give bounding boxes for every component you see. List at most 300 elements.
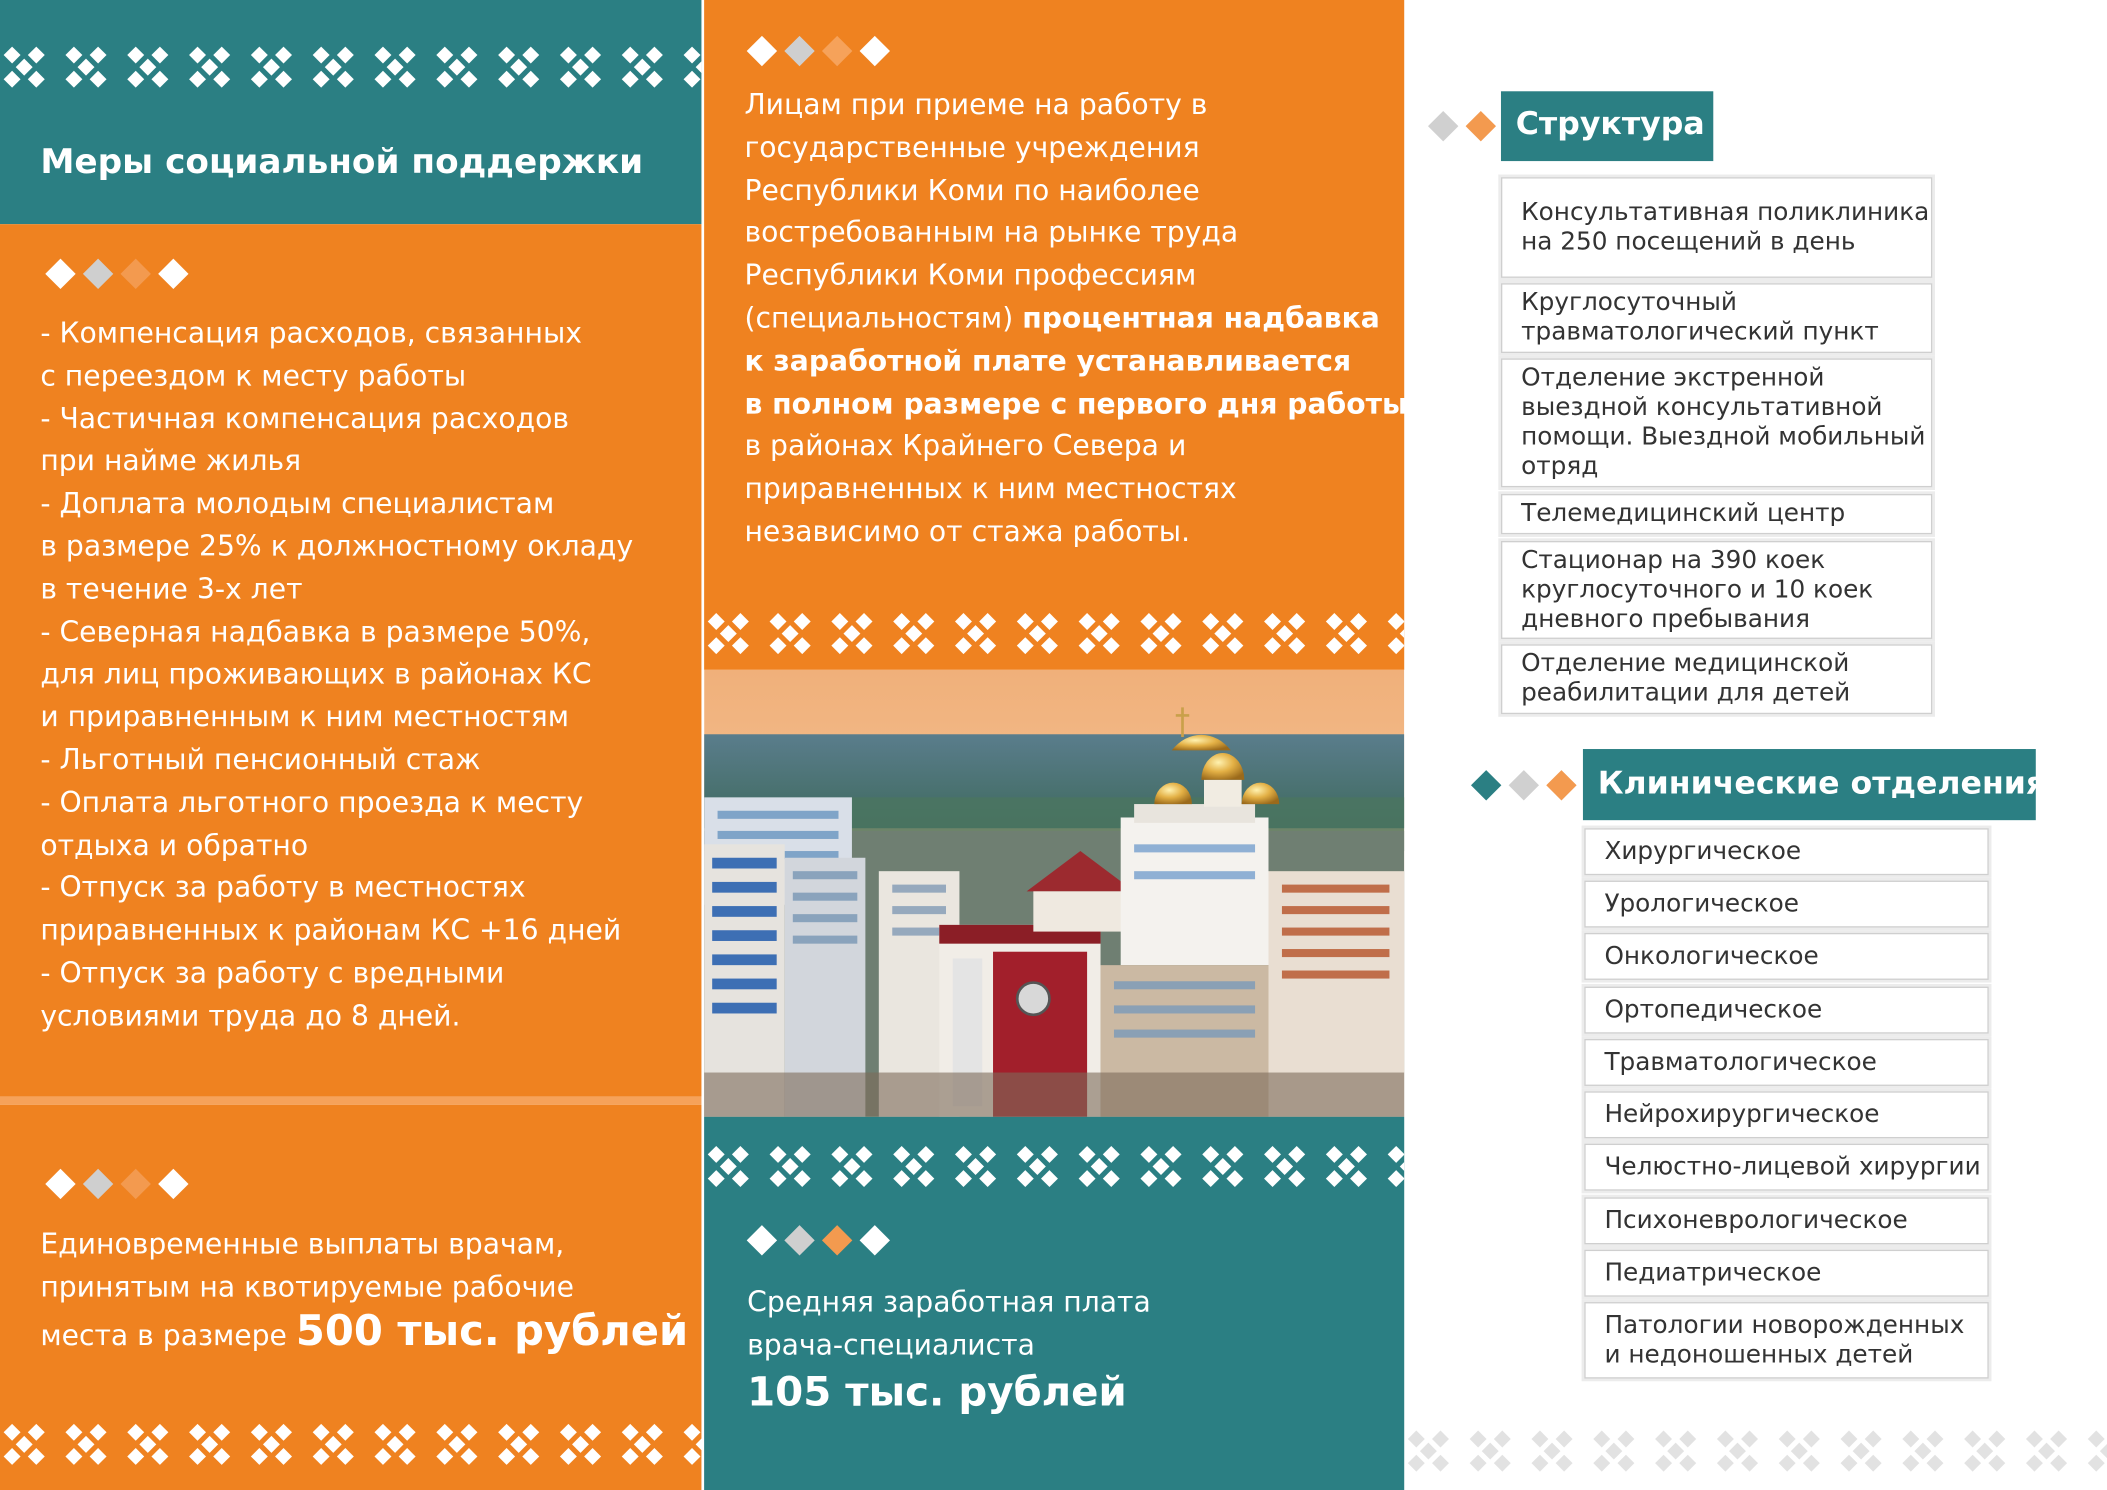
intro-line: Республики Коми профессиям [744,259,1197,292]
ornament-diamond [1338,625,1355,642]
ornament-diamond [1041,613,1058,630]
measure-line: с переездом к месту работы [40,359,467,392]
ornament-diamond [461,1424,478,1441]
ornament-diamond [1350,1170,1367,1187]
measure-line: условиями труда до 8 дней. [40,999,461,1032]
ornament-diamond [708,1170,725,1187]
clinical-item-label: Хирургическое [1604,836,1802,866]
ornament-diamond [201,59,218,76]
ornament-diamond [831,613,848,630]
ornament-diamond [1617,1455,1634,1472]
ornament-diamond [1079,637,1096,654]
ornament-diamond [720,625,737,642]
diamond-icon [1546,770,1576,800]
intro-line: в районах Крайнего Севера и [744,430,1187,463]
ornament-diamond [399,1424,416,1441]
ornament-diamond [16,1436,33,1453]
ornament-diamond [634,59,651,76]
measure-line: - Северная надбавка в размере 50%, [40,615,591,648]
ornament-diamond [1976,1443,1993,1460]
ornament-diamond [1841,1455,1858,1472]
ornament-diamond [770,613,787,630]
ornament-diamond [1902,1431,1919,1448]
structure-item-label: Телемедицинский центр [1521,499,1846,528]
intro-line: Лицам при приеме на работу в [744,88,1208,121]
ornament-diamond [213,1448,230,1465]
ornament-diamond [213,47,230,64]
ornament-diamond [1717,1455,1734,1472]
ornament-diamond [684,1448,701,1465]
ornament-diamond [893,1146,910,1163]
ornament-diamond [1226,1170,1243,1187]
ornament-diamond [275,1424,292,1441]
clinical-item-label: Онкологическое [1604,941,1819,970]
ornament-diamond [522,71,539,88]
measure-line: в размере 25% к должностному окладу [40,530,634,563]
ornament-diamond [1276,1158,1293,1175]
average-salary-text [747,1282,1365,1367]
ornament-diamond [905,625,922,642]
ornament-diamond [213,71,230,88]
ornament-diamond [955,1146,972,1163]
ornament-diamond [622,1424,639,1441]
ornament-diamond [1140,613,1157,630]
structure-item [1501,494,1932,534]
ornament-diamond [90,71,107,88]
ornament-diamond [1902,1455,1919,1472]
ornament-diamond [251,1424,268,1441]
ornament-diamond [151,47,168,64]
clinical-item-label: Педиатрическое [1604,1258,1822,1287]
ornament-diamond [213,1424,230,1441]
ornament-diamond [436,71,453,88]
clinical-item-label: Психоневрологическое [1604,1206,1908,1235]
ornament-diamond [151,71,168,88]
ornament-diamond [1593,1455,1610,1472]
ornament-diamond [1865,1431,1882,1448]
left-bottom-ornament [0,1409,701,1490]
ornament-diamond [572,1436,589,1453]
ornament-diamond [955,637,972,654]
ornament-diamond [1400,1158,1404,1175]
ornament-diamond [1140,637,1157,654]
ornament-diamond [251,71,268,88]
ornament-diamond [461,1448,478,1465]
ornament-diamond [1717,1431,1734,1448]
ornament-diamond [794,1146,811,1163]
ornament-diamond [1165,1170,1182,1187]
ornament-diamond [856,613,873,630]
ornament-diamond [1202,1170,1219,1187]
ornament-diamond [708,613,725,630]
ornament-diamond [1470,1431,1487,1448]
ornament-diamond [1400,625,1404,642]
ornament-diamond [399,71,416,88]
right-bottom-ornament [1404,1416,2107,1490]
ornament-diamond [263,1436,280,1453]
ornament-diamond [634,1436,651,1453]
structure-item-label: Отделение экстренной выездной консультативной помощи. Выездной мобильный отряд [1521,363,1926,481]
ornament-diamond [1350,1146,1367,1163]
intro-line: приравненных к ним местностях [744,472,1237,505]
left-header-band [0,0,701,224]
ornament-diamond [127,1448,144,1465]
ornament-diamond [1226,1146,1243,1163]
ornament-diamond [65,47,82,64]
ornament-diamond [1338,1158,1355,1175]
ornament-diamond [448,1436,465,1453]
ornament-diamond [375,47,392,64]
payment-line: места в размере [40,1319,287,1352]
ornament-diamond [1264,1170,1281,1187]
salary-line: врача-специалиста [747,1328,1035,1361]
measure-line: в течение 3-х лет [40,572,303,606]
ornament-diamond [979,613,996,630]
ornament-diamond [1140,1170,1157,1187]
measure-line: - Льготный пенсионный стаж [40,743,481,776]
ornament-diamond [127,1424,144,1441]
ornament-diamond [2088,1431,2105,1448]
middle-bottom-ornament [704,1134,1404,1201]
ornament-diamond [1214,1158,1231,1175]
clinical-item [1584,1039,1988,1086]
ornament-diamond [782,625,799,642]
ornament-diamond [28,47,45,64]
ornament-diamond [498,1448,515,1465]
ornament-diamond [1264,1146,1281,1163]
ornament-diamond [1140,1146,1157,1163]
ornament-diamond [263,59,280,76]
ornament-diamond [1264,613,1281,630]
diamond-icon [1428,111,1458,141]
measure-line: при найме жилья [40,444,302,478]
ornament-diamond [646,47,663,64]
ornament-diamond [917,613,934,630]
ornament-diamond [1593,1431,1610,1448]
ornament-diamond [313,1448,330,1465]
ornament-diamond [375,71,392,88]
intro-line: государственные учреждения [744,131,1200,164]
measure-line: - Отпуск за работу в местностях [40,871,526,904]
ornament-diamond [522,47,539,64]
ornament-diamond [708,1146,725,1163]
ornament-diamond [1017,1170,1034,1187]
ornament-diamond [831,1146,848,1163]
measure-line: - Компенсация расходов, связанных [40,316,582,350]
ornament-diamond [1326,1146,1343,1163]
ornament-diamond [955,1170,972,1187]
ornament-diamond [2026,1431,2043,1448]
ornament-diamond [560,1424,577,1441]
ornament-diamond [584,1424,601,1441]
ornament-diamond [1288,1146,1305,1163]
ornament-diamond [1388,1146,1405,1163]
ornament-diamond [28,71,45,88]
ornament-diamond [1350,637,1367,654]
clinical-item [1584,1302,1988,1379]
ornament-diamond [1388,613,1405,630]
measure-line: - Частичная компенсация расходов [40,402,570,435]
ornament-diamond [1556,1455,1573,1472]
intro-highlight: в полном размере с первого дня работы [744,387,1408,420]
clinical-item-label: Травматологическое [1604,1047,1877,1076]
ornament-diamond [2026,1455,2043,1472]
ornament-diamond [584,1448,601,1465]
ornament-diamond [843,1158,860,1175]
ornament-diamond [275,71,292,88]
ornament-diamond [1617,1431,1634,1448]
ornament-diamond [770,1170,787,1187]
ornament-diamond [794,1170,811,1187]
ornament-diamond [1914,1443,1931,1460]
ornament-diamond [732,613,749,630]
average-salary-amount: 105 тыс. рублей [747,1369,1127,1417]
ornament-diamond [584,47,601,64]
ornament-diamond [1432,1455,1449,1472]
ornament-diamond [1079,1146,1096,1163]
structure-title: Структура [1501,91,1713,161]
payment-line: Единовременные выплаты врачам, [40,1228,565,1261]
intro-line: Республики Коми по наиболее [744,173,1200,207]
diamond-icon [1471,770,1501,800]
clinical-item [1584,987,1988,1034]
ornament-diamond [90,47,107,64]
structure-item-label: Стационар на 390 коек круглосуточного и 10 коек дневного пребывания [1521,545,1874,633]
ornament-diamond [65,71,82,88]
ornament-diamond [1326,637,1343,654]
measure-line: для лиц проживающих в районах КС [40,658,592,691]
ornament-diamond [1988,1431,2005,1448]
ornament-diamond [1741,1431,1758,1448]
ornament-diamond [1226,613,1243,630]
ornament-diamond [794,613,811,630]
ornament-diamond [1103,1170,1120,1187]
ornament-diamond [732,637,749,654]
clinical-item-label: Патологии новорожденных и недоношенных детей [1604,1310,1965,1369]
ornament-diamond [1388,1170,1405,1187]
city-photo [704,670,1404,1117]
ornament-diamond [1605,1443,1622,1460]
ornament-diamond [189,1424,206,1441]
ornament-diamond [337,1448,354,1465]
ornament-diamond [65,1424,82,1441]
diamond-icon [1466,111,1496,141]
ornament-diamond [1041,1146,1058,1163]
diamond-icon [1509,770,1539,800]
ornament-diamond [189,47,206,64]
ornament-diamond [1103,637,1120,654]
ornament-diamond [1079,613,1096,630]
ornament-diamond [955,613,972,630]
ornament-diamond [1388,637,1405,654]
ornament-diamond [461,71,478,88]
ornament-diamond [139,59,156,76]
ornament-diamond [436,1424,453,1441]
ornament-diamond [1091,625,1108,642]
ornament-diamond [313,71,330,88]
ornament-diamond [151,1424,168,1441]
page-title: Меры социальной поддержки [40,142,644,183]
payment-amount: 500 тыс. рублей [295,1307,689,1356]
ornament-diamond [1041,637,1058,654]
structure-item [1501,541,1932,639]
ornament-diamond [399,1448,416,1465]
ornament-diamond [732,1146,749,1163]
measure-line: - Оплата льготного проезда к месту [40,786,584,819]
ornament-diamond [201,1436,218,1453]
ornament-diamond [251,47,268,64]
ornament-diamond [1276,625,1293,642]
ornament-diamond [584,71,601,88]
ornament-diamond [189,1448,206,1465]
ornament-diamond [893,1170,910,1187]
ornament-diamond [1288,1170,1305,1187]
ornament-diamond [90,1448,107,1465]
ornament-diamond [1041,1170,1058,1187]
ornament-diamond [843,625,860,642]
ornament-diamond [646,1448,663,1465]
measure-line: и приравненным к ним местностям [40,700,570,734]
clinical-item [1584,881,1988,928]
ornament-diamond [1865,1455,1882,1472]
ornament-diamond [1079,1170,1096,1187]
ornament-diamond [1964,1431,1981,1448]
ornament-diamond [251,1448,268,1465]
ornament-diamond [831,637,848,654]
ornament-diamond [1153,1158,1170,1175]
ornament-diamond [1655,1455,1672,1472]
ornament-diamond [375,1424,392,1441]
ornament-diamond [90,1424,107,1441]
ornament-diamond [2088,1455,2105,1472]
ornament-diamond [1214,625,1231,642]
clinical-item [1584,828,1988,875]
ornament-diamond [979,1170,996,1187]
ornament-diamond [16,59,33,76]
ornament-diamond [646,71,663,88]
ornament-diamond [794,637,811,654]
measure-line: - Доплата молодым специалистам [40,487,555,520]
structure-item [1501,283,1932,353]
ornament-diamond [1288,613,1305,630]
ornament-diamond [510,1436,527,1453]
clinical-item [1584,933,1988,980]
ornament-diamond [917,1146,934,1163]
ornament-diamond [1165,613,1182,630]
ornament-diamond [1470,1455,1487,1472]
left-header-ornament [0,40,701,100]
measure-line: приравненных к районам КС +16 дней [40,914,622,947]
ornament-diamond [770,1146,787,1163]
ornament-diamond [436,1448,453,1465]
middle-top-ornament [704,604,1404,670]
salary-line: Средняя заработная плата [747,1285,1151,1319]
ornament-diamond [498,1424,515,1441]
ornament-diamond [1791,1443,1808,1460]
ornament-diamond [684,71,701,88]
clinical-item [1584,1197,1988,1244]
clinical-item-label: Челюстно-лицевой хирургии [1604,1152,1981,1181]
ornament-diamond [1165,637,1182,654]
intro-line: (специальностям) [744,302,1023,335]
ornament-diamond [1556,1431,1573,1448]
ornament-diamond [1679,1431,1696,1448]
ornament-diamond [337,1424,354,1441]
ornament-diamond [399,47,416,64]
ornament-diamond [917,1170,934,1187]
ornament-diamond [4,71,21,88]
ornament-diamond [1853,1443,1870,1460]
measure-line: - Отпуск за работу с вредными [40,957,505,990]
payment-line: принятым на квотируемые рабочие [40,1270,574,1303]
ornament-diamond [917,637,934,654]
ornament-diamond [856,637,873,654]
ornament-diamond [967,625,984,642]
ornament-diamond [1803,1455,1820,1472]
ornament-diamond [1729,1443,1746,1460]
structure-item-label: Консультативная поликлиника на 250 посещений в день [1521,197,1930,256]
ornament-diamond [979,1146,996,1163]
ornament-diamond [1165,1146,1182,1163]
ornament-diamond [139,1436,156,1453]
ornament-diamond [1964,1455,1981,1472]
ornament-diamond [1326,613,1343,630]
ornament-diamond [1779,1431,1796,1448]
clinical-item [1584,1250,1988,1297]
ornament-diamond [1288,637,1305,654]
ornament-diamond [522,1448,539,1465]
ornament-diamond [375,1448,392,1465]
clinical-title: Клинические отделения [1583,749,2036,820]
ornament-diamond [646,1424,663,1441]
structure-item-label: Круглосуточный травматологический пункт [1521,288,1879,347]
ornament-diamond [1202,1146,1219,1163]
ornament-diamond [732,1170,749,1187]
ornament-diamond [979,637,996,654]
ornament-diamond [1655,1431,1672,1448]
ornament-diamond [572,59,589,76]
ornament-diamond [1408,1431,1425,1448]
clinical-item [1584,1144,1988,1191]
intro-highlight: к заработной плате устанавливается [744,344,1352,377]
ornament-diamond [2100,1443,2107,1460]
structure-item [1501,177,1932,278]
ornament-diamond [1408,1455,1425,1472]
ornament-diamond [2050,1455,2067,1472]
ornament-diamond [1420,1443,1437,1460]
clinical-item-label: Ортопедическое [1604,995,1823,1024]
ornament-diamond [622,71,639,88]
ornament-diamond [28,1424,45,1441]
ornament-diamond [893,637,910,654]
ornament-diamond [831,1170,848,1187]
ornament-diamond [1988,1455,2005,1472]
ornament-diamond [684,1424,701,1441]
ornament-diamond [1326,1170,1343,1187]
ornament-diamond [387,1436,404,1453]
intro-line: востребованным на рынке труда [744,216,1239,249]
clinical-item [1584,1091,1988,1138]
ornament-diamond [1017,1146,1034,1163]
ornament-diamond [78,59,95,76]
ornament-diamond [560,1448,577,1465]
ornament-diamond [1350,613,1367,630]
ornament-diamond [560,47,577,64]
ornament-diamond [782,1158,799,1175]
ornament-diamond [4,1424,21,1441]
ornament-diamond [1202,637,1219,654]
ornament-diamond [313,1424,330,1441]
